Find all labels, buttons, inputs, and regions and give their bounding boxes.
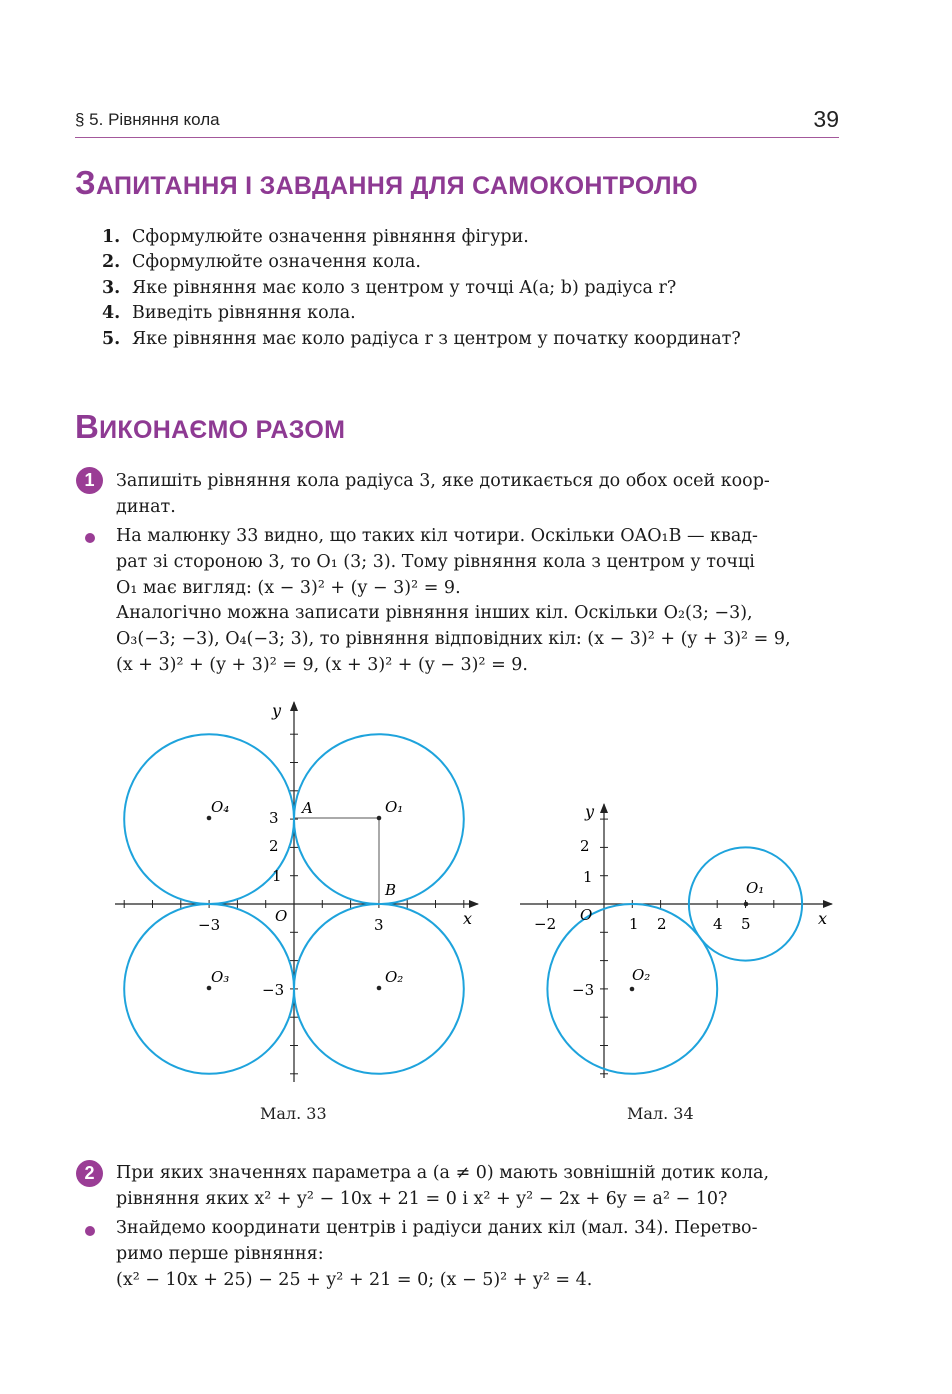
center-o2-point bbox=[630, 987, 635, 992]
figure-33-caption: Мал. 33 bbox=[260, 1104, 327, 1123]
question-number: 3. bbox=[102, 277, 121, 298]
x-axis-label: x bbox=[463, 909, 473, 928]
center-o2-label: O₂ bbox=[632, 966, 651, 984]
point-a-label: A bbox=[302, 799, 313, 817]
questions-title-initial: З bbox=[75, 164, 96, 201]
center-o2-label: O₂ bbox=[385, 968, 404, 986]
text-line: рівняння яких x² + y² − 10x + 21 = 0 і x² + y² − 2x + 6y = a² − 10? bbox=[116, 1188, 728, 1209]
figure-34-caption: Мал. 34 bbox=[627, 1104, 694, 1123]
tick-label: 5 bbox=[741, 915, 751, 933]
point-b-label: B bbox=[385, 881, 397, 899]
center-o4-label: O₄ bbox=[211, 798, 230, 816]
tick-label: 2 bbox=[657, 915, 667, 933]
text-line: На малюнку 33 видно, що таких кіл чотири. Оскільки OAO₁B — квад- bbox=[116, 526, 758, 546]
tick-label: 2 bbox=[269, 837, 279, 855]
text-line: динат. bbox=[116, 496, 176, 517]
question-text: Виведіть рівняння кола. bbox=[132, 303, 356, 324]
page-number: 39 bbox=[813, 106, 839, 132]
center-o2-point bbox=[377, 986, 382, 991]
text-line: При яких значеннях параметра a (a ≠ 0) мають зовнішній дотик кола, bbox=[116, 1163, 770, 1183]
center-o1-label: O₁ bbox=[385, 798, 404, 816]
question-number: 1. bbox=[102, 227, 121, 247]
task-number-badge: 2 bbox=[76, 1160, 103, 1187]
question-text: Яке рівняння має коло радіуса r з центром у початку координат? bbox=[132, 328, 741, 349]
question-text: Сформулюйте означення кола. bbox=[132, 252, 421, 273]
axis-ticks bbox=[547, 819, 802, 1074]
section-header: § 5. Рівняння кола bbox=[75, 110, 220, 129]
figure-34 bbox=[520, 802, 832, 1078]
tick-label: −3 bbox=[572, 981, 595, 999]
tick-label: 4 bbox=[713, 915, 723, 933]
center-o3-point bbox=[207, 986, 212, 991]
y-axis-label: y bbox=[272, 701, 282, 720]
text-line: Аналогічно можна записати рівняння інших кіл. Оскільки O₂(3; −3), bbox=[116, 603, 753, 624]
origin-label: O bbox=[580, 906, 593, 924]
y-axis-label: y bbox=[585, 802, 595, 821]
tick-label: 3 bbox=[374, 916, 384, 934]
text-line: (x² − 10x + 25) − 25 + y² + 21 = 0; (x − 5)² + y² = 4. bbox=[116, 1269, 593, 1290]
text-line: римо перше рівняння: bbox=[116, 1243, 324, 1264]
text-line: рат зі стороною 3, то O₁ (3; 3). Тому рівняння кола з центром у точці bbox=[116, 551, 755, 572]
task2-text bbox=[116, 1161, 838, 1213]
question-number: 5. bbox=[102, 328, 121, 349]
center-o1-point bbox=[744, 902, 749, 907]
center-o3-label: O₃ bbox=[211, 968, 230, 986]
questions-title-rest: АПИТАННЯ І ЗАВДАННЯ ДЛЯ САМОКОНТРОЛЮ bbox=[95, 172, 698, 200]
tick-label: 3 bbox=[269, 809, 279, 827]
text-line: Знайдемо координати центрів і радіуси даних кіл (мал. 34). Перетво- bbox=[116, 1218, 758, 1238]
question-number: 4. bbox=[102, 303, 121, 324]
tick-label: −3 bbox=[198, 916, 221, 934]
task-number-badge: 1 bbox=[76, 467, 103, 494]
question-text: Яке рівняння має коло з центром у точці A(a; b) радіуса r? bbox=[132, 277, 677, 298]
tick-label: 2 bbox=[580, 837, 590, 855]
text-line: (x + 3)² + (y + 3)² = 9, (x + 3)² + (y − 3)² = 9. bbox=[116, 654, 528, 675]
figure-33 bbox=[115, 701, 478, 1082]
tick-label: −2 bbox=[534, 915, 557, 933]
solution2-text bbox=[116, 1216, 838, 1293]
question-text: Сформулюйте означення рівняння фігури. bbox=[132, 227, 529, 247]
tick-label: 1 bbox=[583, 868, 593, 886]
question-number: 2. bbox=[102, 252, 121, 273]
tick-label: −3 bbox=[262, 981, 285, 999]
together-title-rest: ИКОНАЄМО РАЗОМ bbox=[99, 416, 346, 444]
text-line: Запишіть рівняння кола радіуса 3, яке дотикається до обох осей коор- bbox=[116, 471, 770, 491]
center-o1-point bbox=[377, 816, 382, 821]
solution-bullet bbox=[85, 1226, 95, 1236]
tick-label: 1 bbox=[272, 867, 282, 885]
x-axis-label: x bbox=[818, 909, 828, 928]
origin-label: O bbox=[275, 907, 288, 925]
center-o1-label: O₁ bbox=[746, 879, 765, 897]
tick-label: 1 bbox=[629, 915, 639, 933]
text-line: O₁ має вигляд: (x − 3)² + (y − 3)² = 9. bbox=[116, 577, 461, 598]
square-oao1b bbox=[294, 818, 379, 904]
text-line: O₃(−3; −3), O₄(−3; 3), то рівняння відповідних кіл: (x − 3)² + (y + 3)² = 9, bbox=[116, 629, 791, 650]
together-title-initial: В bbox=[75, 408, 100, 445]
center-o4-point bbox=[207, 816, 212, 821]
